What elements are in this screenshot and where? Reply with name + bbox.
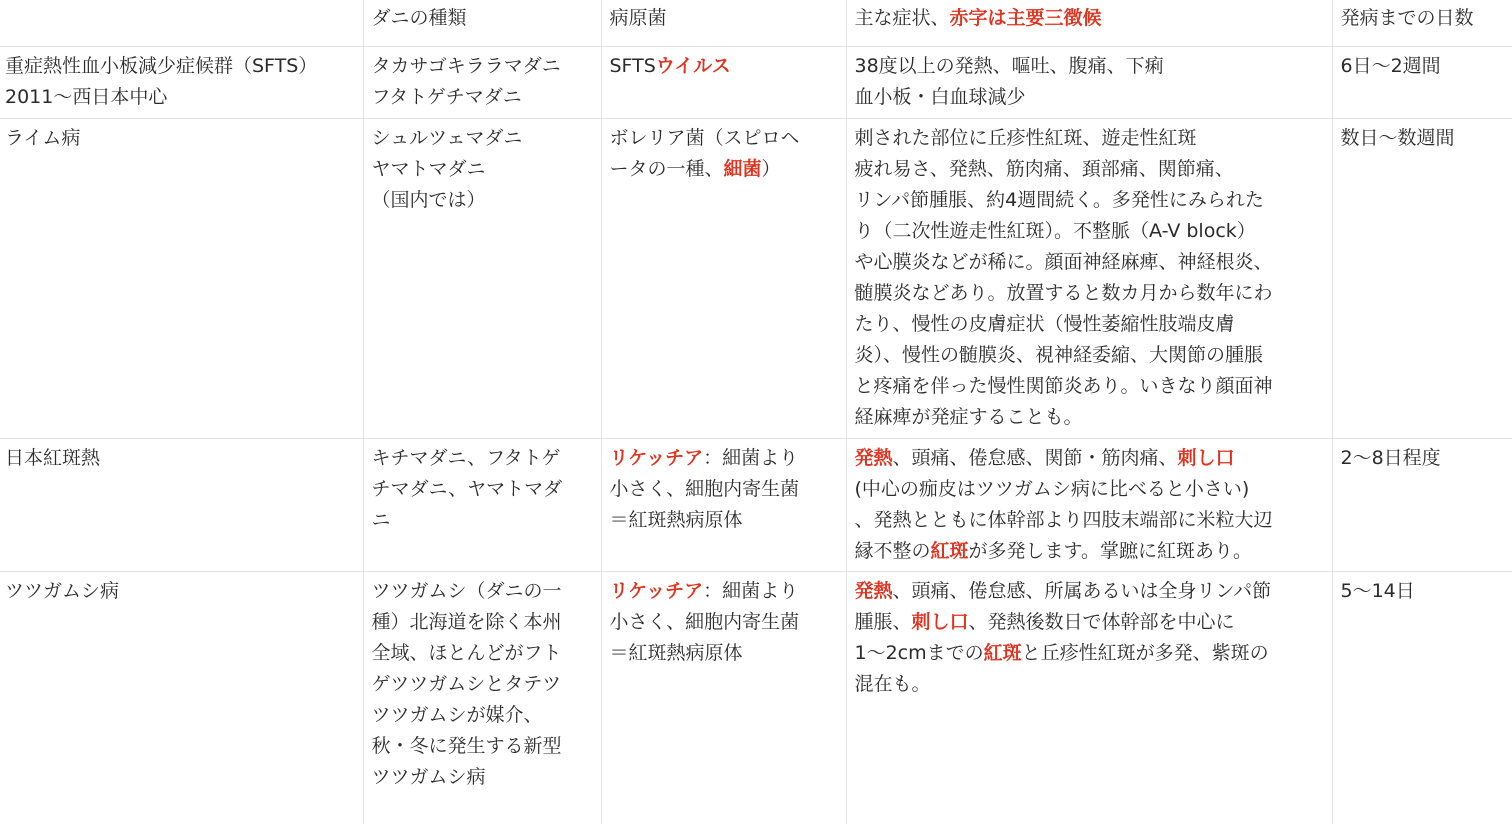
disease-name: ツツガムシ病 [5,576,355,607]
symptom-line: 混在も。 [855,669,1324,700]
tick-line: 全域、ほとんどがフト [372,638,593,669]
pathogen-line: ＝紅斑熱病原体 [610,505,838,536]
onset-cell: 数日〜数週間 [1332,119,1512,439]
disease-name: 重症熱性血小板減少症候群（SFTS） [5,51,355,82]
symptom-highlight: 刺し口 [1178,447,1235,469]
symptom-line: と疼痛を伴った慢性関節炎あり。いきなり顔面神 [855,371,1324,402]
symptom-line [855,576,1324,607]
tick-line: タカサゴキララマダニ [372,51,593,82]
symptom-line: り（二次性遊走性紅斑）。不整脈（A-V block） [855,216,1324,247]
onset-cell: 6日〜2週間 [1332,47,1512,119]
tick-line: 種）北海道を除く本州 [372,607,593,638]
pathogen-line [610,443,838,474]
pathogen-highlight: リケッチア [610,447,704,469]
tick-line: フタトゲチマダニ [372,82,593,113]
tick-line: ヤマトマダニ [372,154,593,185]
symptoms-cell [846,119,1332,439]
pathogen-line [610,51,838,82]
tick-line: シュルツェマダニ [372,123,593,154]
symptom-highlight: 紅斑 [931,540,969,562]
symptom-text: 縁不整の [855,540,931,562]
tick-line: ゲツツガムシとタテツ [372,669,593,700]
symptom-line [855,607,1324,638]
symptom-line: リンパ節腫脹、約4週間続く。多発性にみられた [855,185,1324,216]
header-symptoms-note: 赤字は主要三徴候 [950,7,1102,29]
table-row-tsutsugamushi [0,572,1512,824]
tick-cell [363,572,601,824]
pathogen-line [610,576,838,607]
pathogen-text: SFTS [610,55,656,77]
pathogen-line: ボレリア菌（スピロヘ [610,123,838,154]
symptom-text: 腫脹、 [855,611,912,633]
symptom-line [855,443,1324,474]
disease-name: ライム病 [5,123,355,154]
header-pathogen: 病原菌 [601,0,846,47]
symptom-line [855,536,1324,567]
disease-cell [0,119,363,439]
tick-line: キチマダニ、フタトゲ [372,443,593,474]
onset-cell: 2〜8日程度 [1332,439,1512,572]
symptom-highlight: 刺し口 [912,611,969,633]
tick-line: （国内では） [372,185,593,216]
symptom-line: 疲れ易さ、発熱、筋肉痛、頚部痛、関節痛、 [855,154,1324,185]
symptom-line: や心膜炎などが稀に。顔面神経麻痺、神経根炎、 [855,247,1324,278]
symptom-line: 刺された部位に丘疹性紅斑、遊走性紅斑 [855,123,1324,154]
disease-note: 2011〜西日本中心 [5,82,355,113]
tick-line: ニ [372,505,593,536]
table-row-sfts [0,47,1512,119]
pathogen-text: ） [762,158,781,180]
table-row-japanese-spotted-fever [0,439,1512,572]
symptom-text: 、頭痛、倦怠感、所属あるいは全身リンパ節 [893,580,1272,602]
table-row-lyme [0,119,1512,439]
pathogen-text: ：細菌より [703,580,798,602]
tick-cell [363,47,601,119]
symptom-line: (中心の痂皮はツツガムシ病に比べると小さい) [855,474,1324,505]
symptom-highlight: 紅斑 [984,642,1022,664]
symptom-text: 、頭痛、倦怠感、関節・筋肉痛、 [893,447,1178,469]
symptoms-cell [846,47,1332,119]
disease-name: 日本紅斑熱 [5,443,355,474]
pathogen-text: ：細菌より [703,447,798,469]
symptom-highlight: 発熱 [855,580,893,602]
symptom-highlight: 発熱 [855,447,893,469]
header-onset: 発病までの日数 [1332,0,1512,47]
symptom-text: 1〜2cmまでの [855,642,984,664]
pathogen-highlight: リケッチア [610,580,704,602]
header-symptoms [846,0,1332,47]
symptom-line: 血小板・白血球減少 [855,82,1324,113]
header-symptoms-label: 主な症状、 [855,7,950,29]
pathogen-line: 小さく、細胞内寄生菌 [610,474,838,505]
tick-line: ツツガムシが媒介、 [372,700,593,731]
pathogen-line: 小さく、細胞内寄生菌 [610,607,838,638]
tick-line: ツツガムシ病 [372,762,593,793]
tick-cell [363,439,601,572]
pathogen-highlight: 細菌 [724,158,762,180]
symptom-line: 炎）、慢性の髄膜炎、視神経委縮、大関節の腫脹 [855,340,1324,371]
disease-cell [0,439,363,572]
header-disease [0,0,363,47]
tick-cell [363,119,601,439]
symptom-line: 38度以上の発熱、嘔吐、腹痛、下痢 [855,51,1324,82]
onset-cell: 5〜14日 [1332,572,1512,824]
symptoms-cell [846,572,1332,824]
symptoms-cell [846,439,1332,572]
symptom-line: 、発熱とともに体幹部より四肢末端部に米粒大辺 [855,505,1324,536]
pathogen-cell [601,439,846,572]
pathogen-text: ータの一種、 [610,158,724,180]
tick-line: 秋・冬に発生する新型 [372,731,593,762]
tick-line: チマダニ、ヤマトマダ [372,474,593,505]
symptom-text: 、発熱後数日で体幹部を中心に [969,611,1235,633]
symptom-text: が多発します。掌蹠に紅斑あり。 [969,540,1252,562]
symptom-line [855,638,1324,669]
symptom-line: 経麻痺が発症することも。 [855,402,1324,433]
pathogen-cell [601,47,846,119]
tick-line: ツツガムシ（ダニの一 [372,576,593,607]
header-row [0,0,1512,47]
pathogen-cell [601,119,846,439]
pathogen-line [610,154,838,185]
pathogen-highlight: ウイルス [656,55,731,77]
disease-cell [0,47,363,119]
header-tick-type: ダニの種類 [363,0,601,47]
pathogen-line: ＝紅斑熱病原体 [610,638,838,669]
symptom-text: と丘疹性紅斑が多発、紫斑の [1022,642,1269,664]
symptom-line: たり、慢性の皮膚症状（慢性萎縮性肢端皮膚 [855,309,1324,340]
symptom-line: 髄膜炎などあり。放置すると数カ月から数年にわ [855,278,1324,309]
disease-cell [0,572,363,824]
pathogen-cell [601,572,846,824]
